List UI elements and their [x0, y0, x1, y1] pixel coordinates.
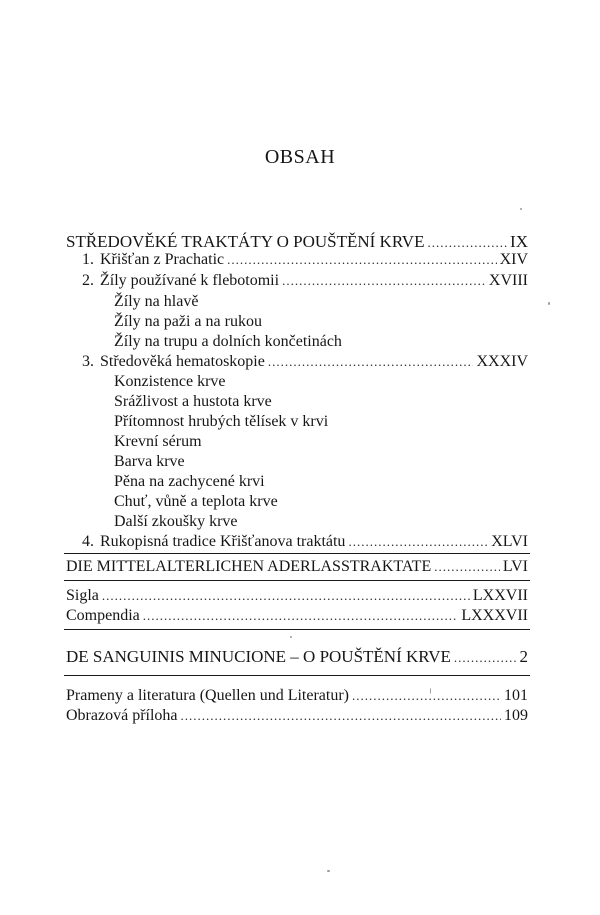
divider [64, 553, 530, 554]
toc-entry-chapter-4 [82, 532, 528, 552]
dot-leader [348, 532, 488, 552]
entry-page: XVIII [488, 272, 528, 289]
toc-entry-chapter-3 [82, 352, 528, 372]
entry-label: Prameny a literatura (Quellen und Literatur) [66, 687, 349, 704]
chapter-number: 4. [82, 533, 94, 550]
toc-entry-part2 [66, 557, 528, 577]
scan-speck [548, 302, 550, 305]
toc-entry-chapter-1 [82, 250, 528, 270]
toc-subentry: Žíly na hlavě [114, 293, 199, 310]
entry-page: LVI [502, 558, 528, 575]
divider [64, 629, 530, 630]
toc-entry-sigla [66, 586, 528, 606]
scan-speck [430, 688, 431, 694]
toc-subentry: Přítomnost hrubých tělísek v krvi [114, 413, 329, 430]
toc-subentry: Žíly na paži a na rukou [114, 313, 262, 330]
page-title: OBSAH [264, 146, 336, 168]
entry-page: XIV [499, 251, 528, 268]
entry-label: Obrazová příloha [66, 707, 178, 724]
toc-entry-obrazova [66, 706, 528, 726]
entry-label: Compendia [66, 607, 140, 624]
toc-subentry: Konzistence krve [114, 373, 226, 390]
dot-leader [181, 706, 501, 726]
divider [64, 675, 530, 676]
toc-subentry: Žíly na trupu a dolních končetinách [114, 333, 342, 350]
dot-leader [227, 250, 496, 270]
dot-leader [352, 686, 501, 706]
chapter-number: 1. [82, 251, 94, 268]
dot-leader [282, 271, 486, 291]
dot-leader [434, 557, 500, 577]
dot-leader [102, 586, 470, 606]
dot-leader [454, 648, 517, 668]
toc-subentry: Srážlivost a hustota krve [114, 393, 272, 410]
dot-leader [143, 606, 459, 626]
dot-leader [268, 352, 474, 372]
scan-speck [520, 208, 522, 210]
toc-subentry: Další zkoušky krve [114, 513, 238, 530]
scan-speck [327, 870, 330, 872]
entry-page: LXXVII [472, 587, 528, 604]
entry-page: XXXIV [476, 353, 528, 370]
scan-speck [290, 636, 292, 638]
toc-entry-chapter-2 [82, 271, 528, 291]
entry-label: DIE MITTELALTERLICHEN ADERLASSTRAKTATE [66, 558, 432, 575]
entry-page: 109 [504, 707, 528, 724]
entry-label: Rukopisná tradice Křišťanova traktátu [100, 533, 346, 550]
entry-page: 2 [519, 647, 528, 666]
entry-label: Žíly používané k flebotomii [100, 272, 280, 289]
toc-subentry: Barva krve [114, 453, 185, 470]
toc-entry-compendia [66, 606, 528, 626]
toc-subentry: Chuť, vůně a teplota krve [114, 493, 278, 510]
entry-label: STŘEDOVĚKÉ TRAKTÁTY O POUŠTĚNÍ KRVE [66, 232, 425, 251]
entry-page: 101 [504, 687, 528, 704]
entry-label: Křišťan z Prachatic [100, 251, 225, 268]
entry-label: DE SANGUINIS MINUCIONE – O POUŠTĚNÍ KRVE [66, 647, 451, 666]
chapter-number: 3. [82, 353, 94, 370]
entry-page: XLVI [491, 533, 528, 550]
divider [64, 580, 530, 581]
toc-entry-prameny [66, 686, 528, 706]
chapter-number: 2. [82, 272, 94, 289]
entry-page: IX [510, 232, 528, 251]
toc-subentry: Pěna na zachycené krvi [114, 473, 265, 490]
toc-subentry: Krevní sérum [114, 433, 202, 450]
entry-label: Sigla [66, 587, 99, 604]
entry-label: Středověká hematoskopie [100, 353, 265, 370]
entry-page: LXXXVII [461, 607, 528, 624]
toc-entry-part3 [66, 647, 528, 668]
